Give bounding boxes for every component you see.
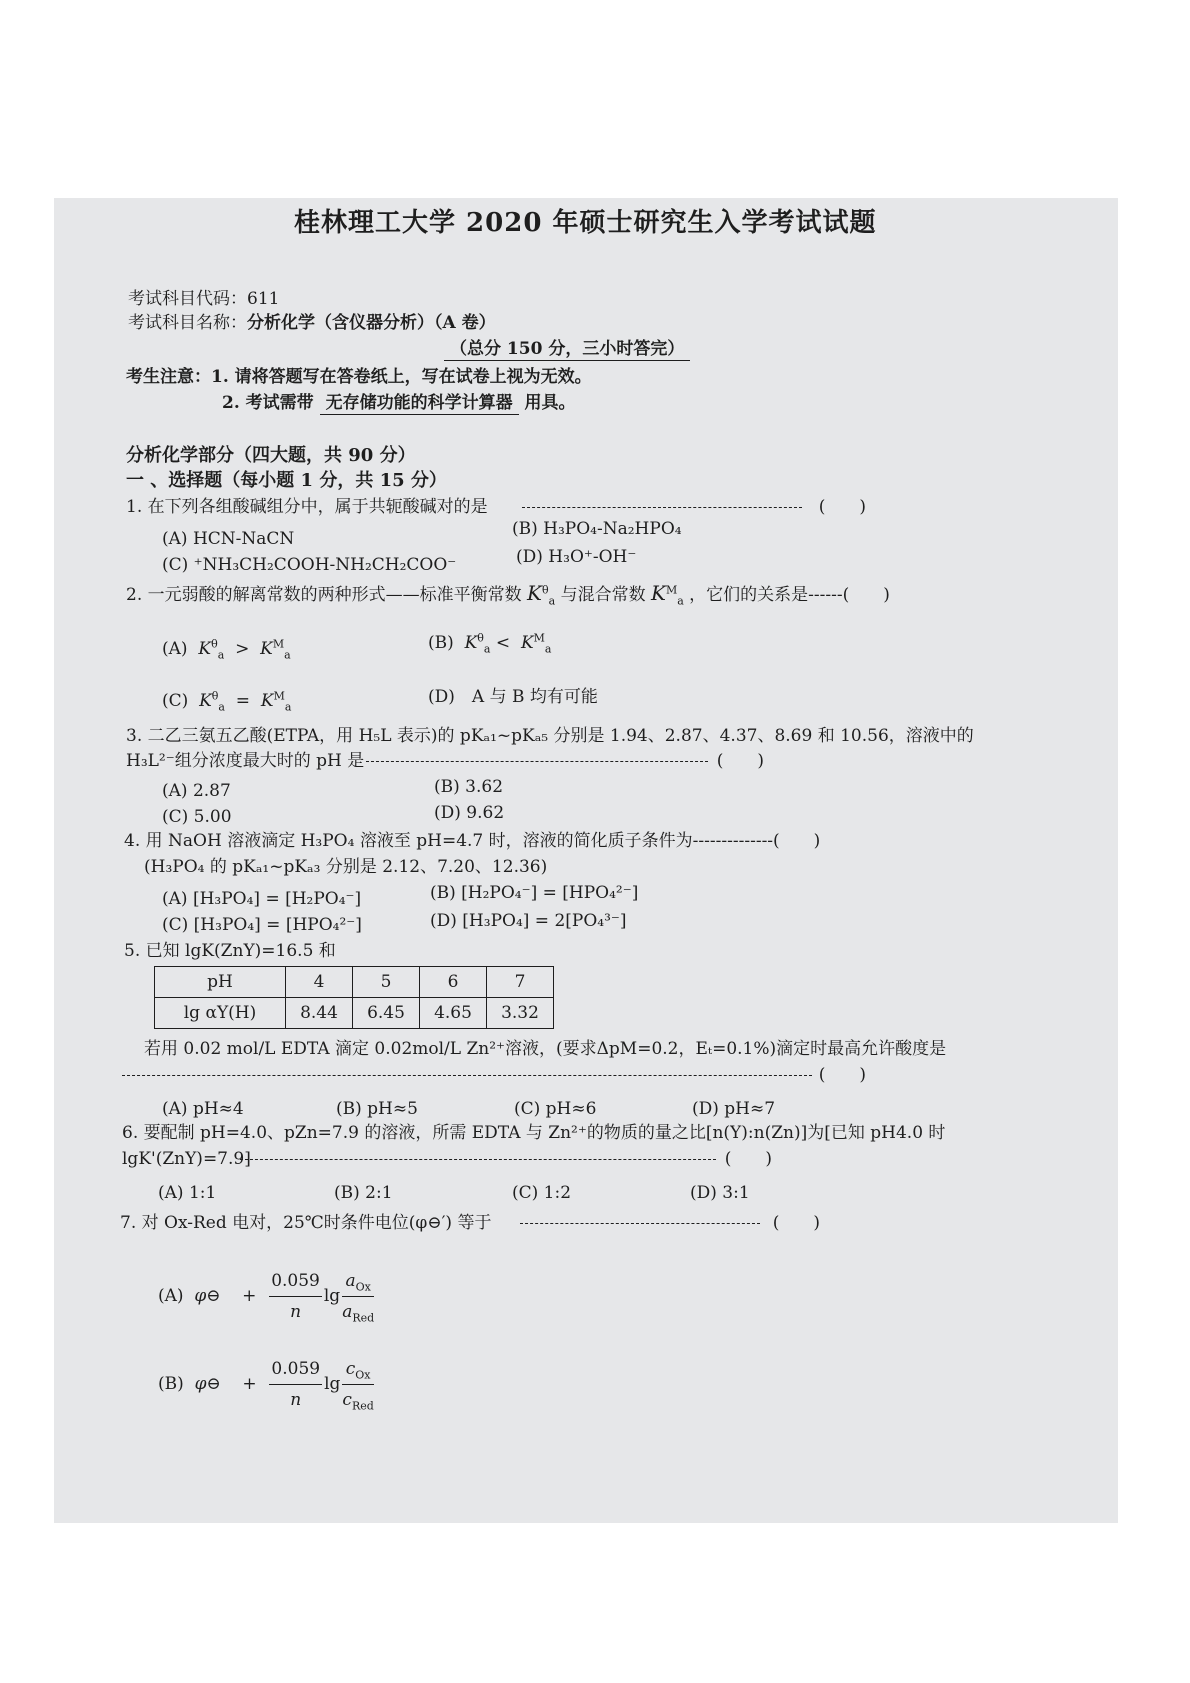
q2-stem	[126, 582, 890, 606]
q1-option-b: (B) H₃PO₄-Na₂HPO₄	[512, 519, 682, 539]
q7-a-ox-sub: Ox	[355, 1280, 371, 1294]
note-2-prefix: 2. 考试需带	[222, 393, 314, 413]
table-cell: 4.65	[420, 998, 487, 1029]
total-score	[444, 338, 690, 360]
q3-option-c: (C) 5.00	[162, 807, 232, 827]
q3-line2	[126, 750, 764, 772]
q3-leader	[366, 761, 708, 762]
q2-b-k1: K	[464, 633, 478, 653]
notes-line2	[222, 392, 576, 414]
q3-option-d: (D) 9.62	[434, 803, 505, 823]
q2-option-d: (D) A 与 B 均有可能	[428, 687, 598, 707]
q7-option-b	[158, 1356, 376, 1413]
table-cell: 5	[353, 967, 420, 998]
subject-name-value: 分析化学（含仪器分析）（A 卷）	[247, 313, 496, 333]
q2-c-m: M	[273, 689, 285, 703]
q7-b-fraction	[269, 1356, 322, 1413]
q7-a-phi: φ⊖	[194, 1286, 221, 1306]
section-sub-heading: 一 、选择题（每小题 1 分，共 15 分）	[126, 470, 447, 491]
q7-answer-paren: ( )	[772, 1213, 820, 1233]
section-part-heading: 分析化学部分（四大题，共 90 分）	[126, 445, 416, 466]
q2-b-theta: θ	[477, 631, 484, 645]
q7-leader	[520, 1223, 760, 1224]
q2-b-a1: a	[483, 642, 491, 656]
table-row	[155, 967, 554, 998]
q2-a-k1: K	[198, 639, 212, 659]
q6-option-b: (B) 2:1	[334, 1183, 393, 1203]
q7-b-label: (B)	[158, 1374, 184, 1394]
q6-line1: 6. 要配制 pH=4.0、pZn=7.9 的溶液，所需 EDTA 与 Zn²⁺的物质的量之比[n(Y):n(Zn)]为[已知 pH4.0 时	[122, 1123, 946, 1143]
note-2-suffix: 用具。	[524, 393, 576, 413]
q5-option-c: (C) pH≈6	[514, 1099, 597, 1119]
total-score-text: （总分 150 分，三小时答完）	[444, 339, 690, 361]
q7-b-lg: lg	[324, 1374, 341, 1394]
q5-line2: 若用 0.02 mol/L EDTA 滴定 0.02mol/L Zn²⁺溶液，(要求ΔpM=0.2，Eₜ=0.1%)滴定时最高允许酸度是	[144, 1039, 947, 1059]
q7-b-ox-sub: Ox	[355, 1368, 371, 1382]
q2-b-m: M	[533, 631, 545, 645]
q1-option-d: (D) H₃O⁺-OH⁻	[516, 547, 637, 567]
q2-theta-sup: θ	[541, 583, 549, 597]
q2-stem-c: ，它们的关系是------( )	[689, 585, 890, 605]
q7-a-label: (A)	[158, 1286, 184, 1306]
q1-answer-paren: ( )	[818, 497, 866, 517]
table-cell: 3.32	[487, 998, 554, 1029]
q6-line2-text: lgK'(ZnY)=7.9]	[122, 1149, 251, 1169]
q5-option-a: (A) pH≈4	[162, 1099, 244, 1119]
alpha-table	[154, 966, 554, 1029]
q7-a-plus: +	[242, 1286, 257, 1306]
q2-b-k2: K	[520, 633, 534, 653]
subject-code-value: 611	[247, 289, 280, 309]
q7-option-a	[158, 1268, 376, 1325]
q2-c-k2: K	[260, 691, 274, 711]
q7-b-phi: φ⊖	[194, 1374, 221, 1394]
q4-option-c: (C) [H₃PO₄] = [HPO₄²⁻]	[162, 915, 362, 935]
q7-a-activity-ratio	[342, 1268, 374, 1325]
q2-a-label: (A)	[162, 639, 188, 659]
q7-a-fraction	[269, 1268, 322, 1325]
q6-option-d: (D) 3:1	[690, 1183, 750, 1203]
table-cell: 7	[487, 967, 554, 998]
q1-option-a: (A) HCN-NaCN	[162, 529, 295, 549]
q1-stem-text: 1. 在下列各组酸碱组分中，属于共轭酸碱对的是	[126, 497, 488, 517]
q6-option-a: (A) 1:1	[158, 1183, 217, 1203]
table-row-label: lg αY(H)	[155, 998, 286, 1029]
q3-line1: 3. 二乙三氨五乙酸(ETPA，用 H₅L 表示)的 pKₐ₁~pKₐ₅ 分别是 1.94、2.87、4.37、8.69 和 10.56，溶液中的	[126, 726, 974, 746]
q3-answer-paren: ( )	[716, 751, 764, 771]
q7-a-lg: lg	[323, 1286, 341, 1306]
q2-c-label: (C)	[162, 691, 189, 711]
table-cell: 4	[286, 967, 353, 998]
subject-code-label: 考试科目代码：	[128, 289, 247, 309]
q2-a-k2: K	[260, 639, 273, 659]
q2-b-op: <	[495, 633, 511, 653]
q4-option-b: (B) [H₂PO₄⁻] = [HPO₄²⁻]	[430, 883, 639, 903]
q2-a-a1: a	[217, 648, 225, 662]
notes-label: 考生注意：	[126, 367, 211, 387]
subject-name-label: 考试科目名称：	[128, 313, 247, 333]
q4-line1: 4. 用 NaOH 溶液滴定 H₃PO₄ 溶液至 pH=4.7 时，溶液的简化质子条件为--------------( )	[124, 831, 821, 851]
q1-leader	[522, 507, 802, 508]
q2-option-a	[162, 638, 291, 660]
q3-line2-text: H₃L²⁻组分浓度最大时的 pH 是	[126, 751, 365, 771]
table-row-label: pH	[155, 967, 286, 998]
q7-b-concentration-ratio	[342, 1356, 373, 1413]
q3-option-a: (A) 2.87	[162, 781, 231, 801]
q6-option-c: (C) 1:2	[512, 1183, 572, 1203]
q2-option-c	[162, 690, 291, 712]
q7-stem	[120, 1212, 820, 1234]
q2-m-sup: M	[665, 583, 678, 597]
q6-leader	[240, 1159, 716, 1160]
q7-b-plus: +	[242, 1374, 257, 1394]
q6-line2	[122, 1148, 772, 1170]
q2-a-a2: a	[284, 648, 291, 662]
subject-code	[128, 288, 279, 310]
q2-c-theta: θ	[211, 689, 219, 703]
table-cell: 8.44	[286, 998, 353, 1029]
exam-title: 桂林理工大学 2020 年硕士研究生入学考试试题	[294, 208, 877, 238]
q5-option-d: (D) pH≈7	[692, 1099, 776, 1119]
q7-b-cox: c	[345, 1359, 356, 1379]
q7-b-cred: c	[342, 1390, 352, 1410]
q7-a-aox: a	[345, 1271, 356, 1291]
table-row	[155, 998, 554, 1029]
q2-stem-a: 2. 一元弱酸的解离常数的两种形式——标准平衡常数	[126, 585, 522, 605]
q5-answer-paren: ( )	[818, 1065, 866, 1085]
exam-sheet	[54, 198, 1118, 1523]
q4-option-d: (D) [H₃PO₄] = 2[PO₄³⁻]	[430, 911, 627, 931]
q2-c-a1: a	[218, 700, 225, 714]
q2-c-a2: a	[284, 700, 292, 714]
q7-b-denominator: n	[290, 1390, 302, 1410]
q1-option-c: (C) ⁺NH₃CH₂COOH-NH₂CH₂COO⁻	[162, 555, 457, 575]
q2-option-b	[428, 632, 551, 654]
q7-a-ared: a	[342, 1302, 353, 1322]
q7-a-red-sub: Red	[352, 1311, 375, 1325]
q2-a-m: M	[272, 637, 285, 651]
q2-stem-b: 与混合常数	[560, 585, 646, 605]
q2-a-op: >	[235, 639, 250, 659]
note-2-item: 无存储功能的科学计算器	[320, 393, 519, 415]
q7-b-numerator: 0.059	[269, 1356, 322, 1385]
q1-stem	[126, 496, 866, 518]
q7-b-red-sub: Red	[351, 1399, 374, 1413]
q3-option-b: (B) 3.62	[434, 777, 504, 797]
q2-b-label: (B)	[428, 633, 454, 653]
table-cell: 6	[420, 967, 487, 998]
q5-leader	[122, 1075, 812, 1076]
q5-stem: 5. 已知 lgK(ZnY)=16.5 和	[124, 941, 336, 961]
q7-a-numerator: 0.059	[269, 1268, 322, 1297]
q6-answer-paren: ( )	[724, 1149, 772, 1169]
q4-option-a: (A) [H₃PO₄] = [H₂PO₄⁻]	[162, 889, 362, 909]
q2-a-sub-2: a	[677, 594, 684, 608]
q2-a-sub: a	[548, 594, 556, 608]
q5-option-b: (B) pH≈5	[336, 1099, 418, 1119]
subject-name	[128, 312, 496, 334]
q2-c-k1: K	[199, 691, 212, 711]
q7-a-denominator: n	[290, 1302, 302, 1322]
q2-ka-m-symbol: K	[650, 581, 666, 605]
table-cell: 6.45	[353, 998, 420, 1029]
q2-ka-theta-symbol: K	[527, 581, 542, 605]
q2-a-theta: θ	[211, 637, 218, 651]
q2-c-op: =	[235, 691, 251, 711]
note-1: 1. 请将答题写在答卷纸上，写在试卷上视为无效。	[211, 367, 592, 387]
q2-b-a2: a	[544, 642, 552, 656]
notes-line1	[126, 366, 592, 388]
q4-line2: (H₃PO₄ 的 pKₐ₁~pKₐ₃ 分别是 2.12、7.20、12.36)	[144, 857, 548, 877]
q7-stem-text: 7. 对 Ox-Red 电对，25℃时条件电位(φ⊖′) 等于	[120, 1213, 492, 1233]
